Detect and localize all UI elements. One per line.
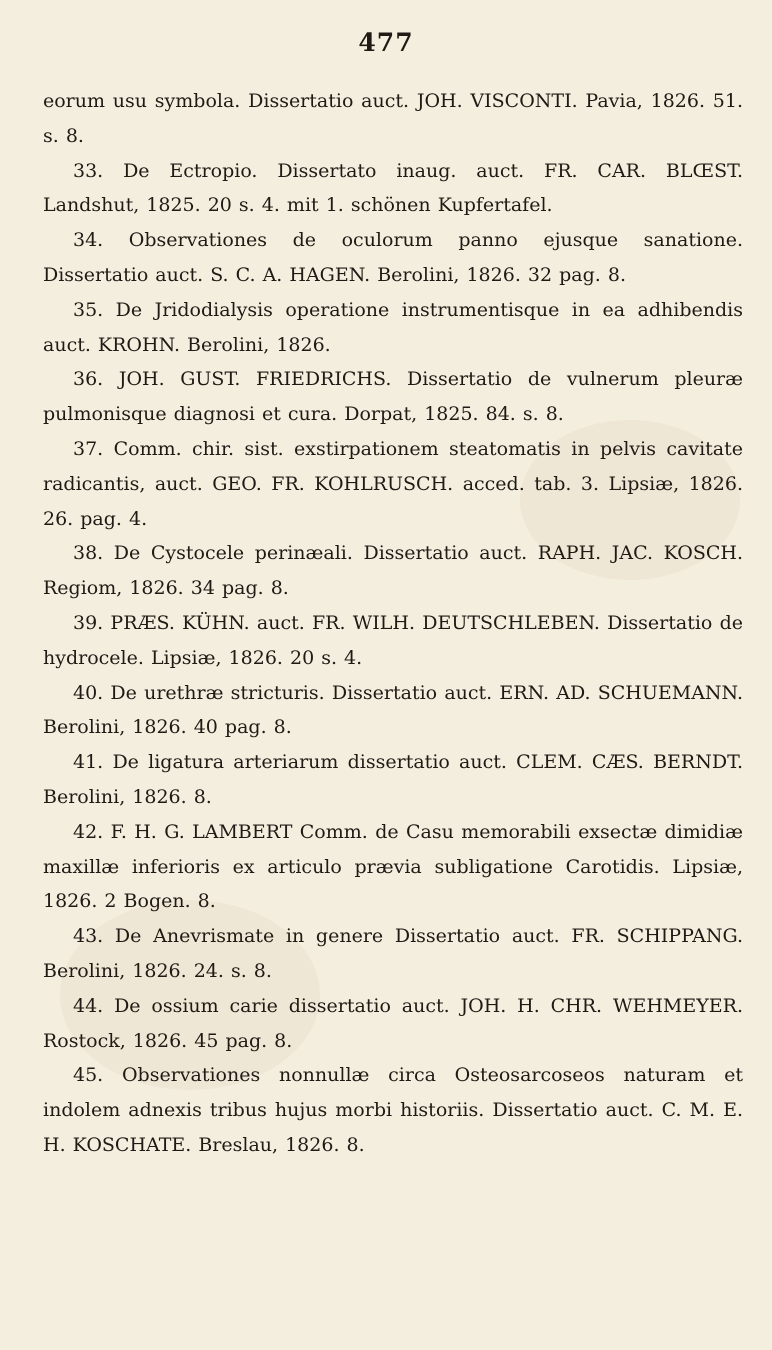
bibliography-entry-continued: eorum usu symbola. Dissertatio auct. JOH. VISCONTI. Pavia, 1826. 51. s. 8. [43, 90, 743, 147]
bibliography-entry-41: 41. De ligatura arteriarum dissertatio auct. CLEM. CÆS. BERNDT. Berolini, 1826. 8. [43, 751, 743, 808]
bibliography-entry-34: 34. Observationes de oculorum panno ejusque sanatione. Dissertatio auct. S. C. A. HAGEN. Berolini, 1826. 32 pag. 8. [43, 229, 743, 286]
bibliography-entry-44: 44. De ossium carie dissertatio auct. JOH. H. CHR. WEHMEYER. Rostock, 1826. 45 pag. 8. [43, 994, 743, 1052]
bibliography-entry-43: 43. De Anevrismate in genere Dissertatio auct. FR. SCHIPPANG. Berolini, 1826. 24. s. 8. [43, 925, 743, 982]
bibliography-entry-33: 33. De Ectropio. Dissertato inaug. auct. FR. CAR. BLŒST. Landshut, 1825. 20 s. 4. mit 1. schönen Kupfertafel. [43, 159, 743, 217]
bibliography-entry-45: 45. Observationes nonnullæ circa Osteosarcoseos naturam et indolem adnexis tribus hujus morbi historiis. Dissertatio auct. C. M. E. H. KOSCHATE. Breslau, 1826. 8. [43, 1064, 743, 1156]
bibliography-entry-40: 40. De urethræ stricturis. Dissertatio auct. ERN. AD. SCHUEMANN. Berolini, 1826. 40 pag. 8. [43, 681, 743, 739]
bibliography-entry-35: 35. De Jridodialysis operatione instrumentisque in ea adhibendis auct. KROHN. Berolini, 1826. [43, 298, 743, 356]
bibliography-entry-38: 38. De Cystocele perinæali. Dissertatio auct. RAPH. JAC. KOSCH. Regiom, 1826. 34 pag. 8. [43, 542, 743, 600]
bibliography-entry-37: 37. Comm. chir. sist. exstirpationem steatomatis in pelvis cavitate radicantis, auct. GEO. FR. KOHLRUSCH. acced. tab. 3. Lipsiæ, 1826. 26. pag. 4. [43, 437, 743, 530]
bibliography-entry-36: 36. JOH. GUST. FRIEDRICHS. Dissertatio de vulnerum pleuræ pulmonisque diagnosi et cura. Dorpat, 1825. 84. s. 8. [43, 368, 743, 426]
bibliography-entry-42: 42. F. H. G. LAMBERT Comm. de Casu memorabili exsectæ dimidiæ maxillæ inferioris ex articulo prævia subligatione Carotidis. Lipsiæ, 1826. 2 Bogen. 8. [43, 820, 743, 913]
page-number: 477 [358, 28, 414, 57]
bibliography-list [43, 84, 743, 1163]
bibliography-entry-39: 39. PRÆS. KÜHN. auct. FR. WILH. DEUTSCHLEBEN. Dissertatio de hydrocele. Lipsiæ, 1826. 20 s. 4. [43, 611, 743, 669]
